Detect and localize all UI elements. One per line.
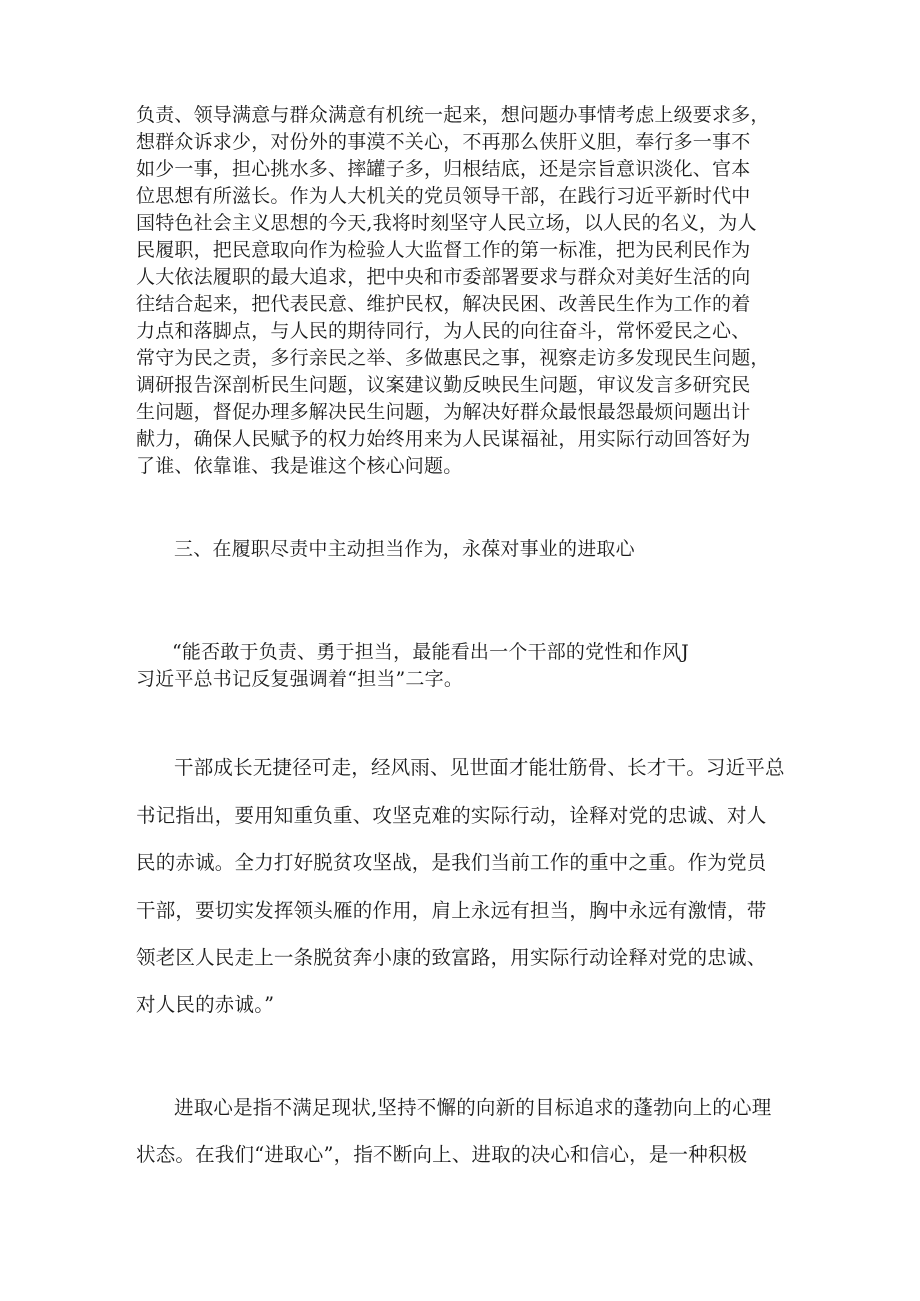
text-line: 调研报告深剖析民生问题，议案建议勤反映民生问题，审议发言多研究民 <box>136 374 751 396</box>
text-line: 书记指出，要用知重负重、攻坚克难的实际行动，诠释对党的忠诚、对人 <box>136 804 767 827</box>
text-line: 领老区人民走上一条脱贫奔小康的致富路，用实际行动诠释对党的忠诚、 <box>136 946 767 969</box>
text-line: 想群众诉求少，对份外的事漠不关心，不再那么侠肝义胆，奉行多一事不 <box>136 131 751 153</box>
text-line: 人大依法履职的最大追求，把中央和市委部署要求与群众对美好生活的向 <box>136 266 751 288</box>
text-line: 国特色社会主义思想的今天,我将时刻坚守人民立场，以人民的名义，为人 <box>136 212 757 234</box>
text-line: 常守为民之责，多行亲民之举、多做惠民之事，视察走访多发现民生问题， <box>136 347 770 369</box>
text-line: 位思想有所滋长。作为人大机关的党员领导干部，在践行习近平新时代中 <box>136 185 751 207</box>
text-line: “能否敢于负责、勇于担当，最能看出一个干部的党性和作风J <box>172 641 689 663</box>
text-line: 献力，确保人民赋予的权力始终用来为人民谋福祉，用实际行动回答好为 <box>136 428 751 450</box>
text-line: 进取心是指不满足现状,坚持不懈的向新的目标追求的蓬勃向上的心理 <box>174 1096 772 1119</box>
text-line: 习近平总书记反复强调着“担当”二字。 <box>136 668 464 690</box>
text-line: 民的赤诚。全力打好脱贫攻坚战，是我们当前工作的重中之重。作为党员 <box>136 851 767 874</box>
section-heading: 三、在履职尽责中主动担当作为，永葆对事业的进取心 <box>174 538 635 560</box>
text-line: 干部，要切实发挥领头雁的作用，肩上永远有担当，胸中永远有激情，带 <box>136 899 767 922</box>
text-line: 状态。在我们“进取心”，指不断向上、进取的决心和信心，是一种积极 <box>136 1143 748 1166</box>
text-line: 对人民的赤诚。” <box>136 993 275 1016</box>
text-line: 了谁、依靠谁、我是谁这个核心问题。 <box>136 455 463 477</box>
text-line: 民履职，把民意取向作为检验人大监督工作的第一标准，把为民利民作为 <box>136 239 751 261</box>
text-line: 往结合起来，把代表民意、维护民权，解决民困、改善民生作为工作的着 <box>136 293 751 315</box>
text-line: 干部成长无捷径可走，经风雨、见世面才能壮筋骨、长才干。习近平总 <box>174 756 785 779</box>
text-line: 生问题，督促办理多解决民生问题，为解决好群众最恨最怨最烦问题出计 <box>136 401 751 423</box>
text-line: 如少一事，担心挑水多、摔罐子多，归根结底，还是宗旨意识淡化、官本 <box>136 158 751 180</box>
text-line: 力点和落脚点，与人民的期待同行，为人民的向往奋斗，常怀爱民之心、 <box>136 320 751 342</box>
text-line: 负责、领导满意与群众满意有机统一起来，想问题办事情考虑上级要求多， <box>136 104 770 126</box>
